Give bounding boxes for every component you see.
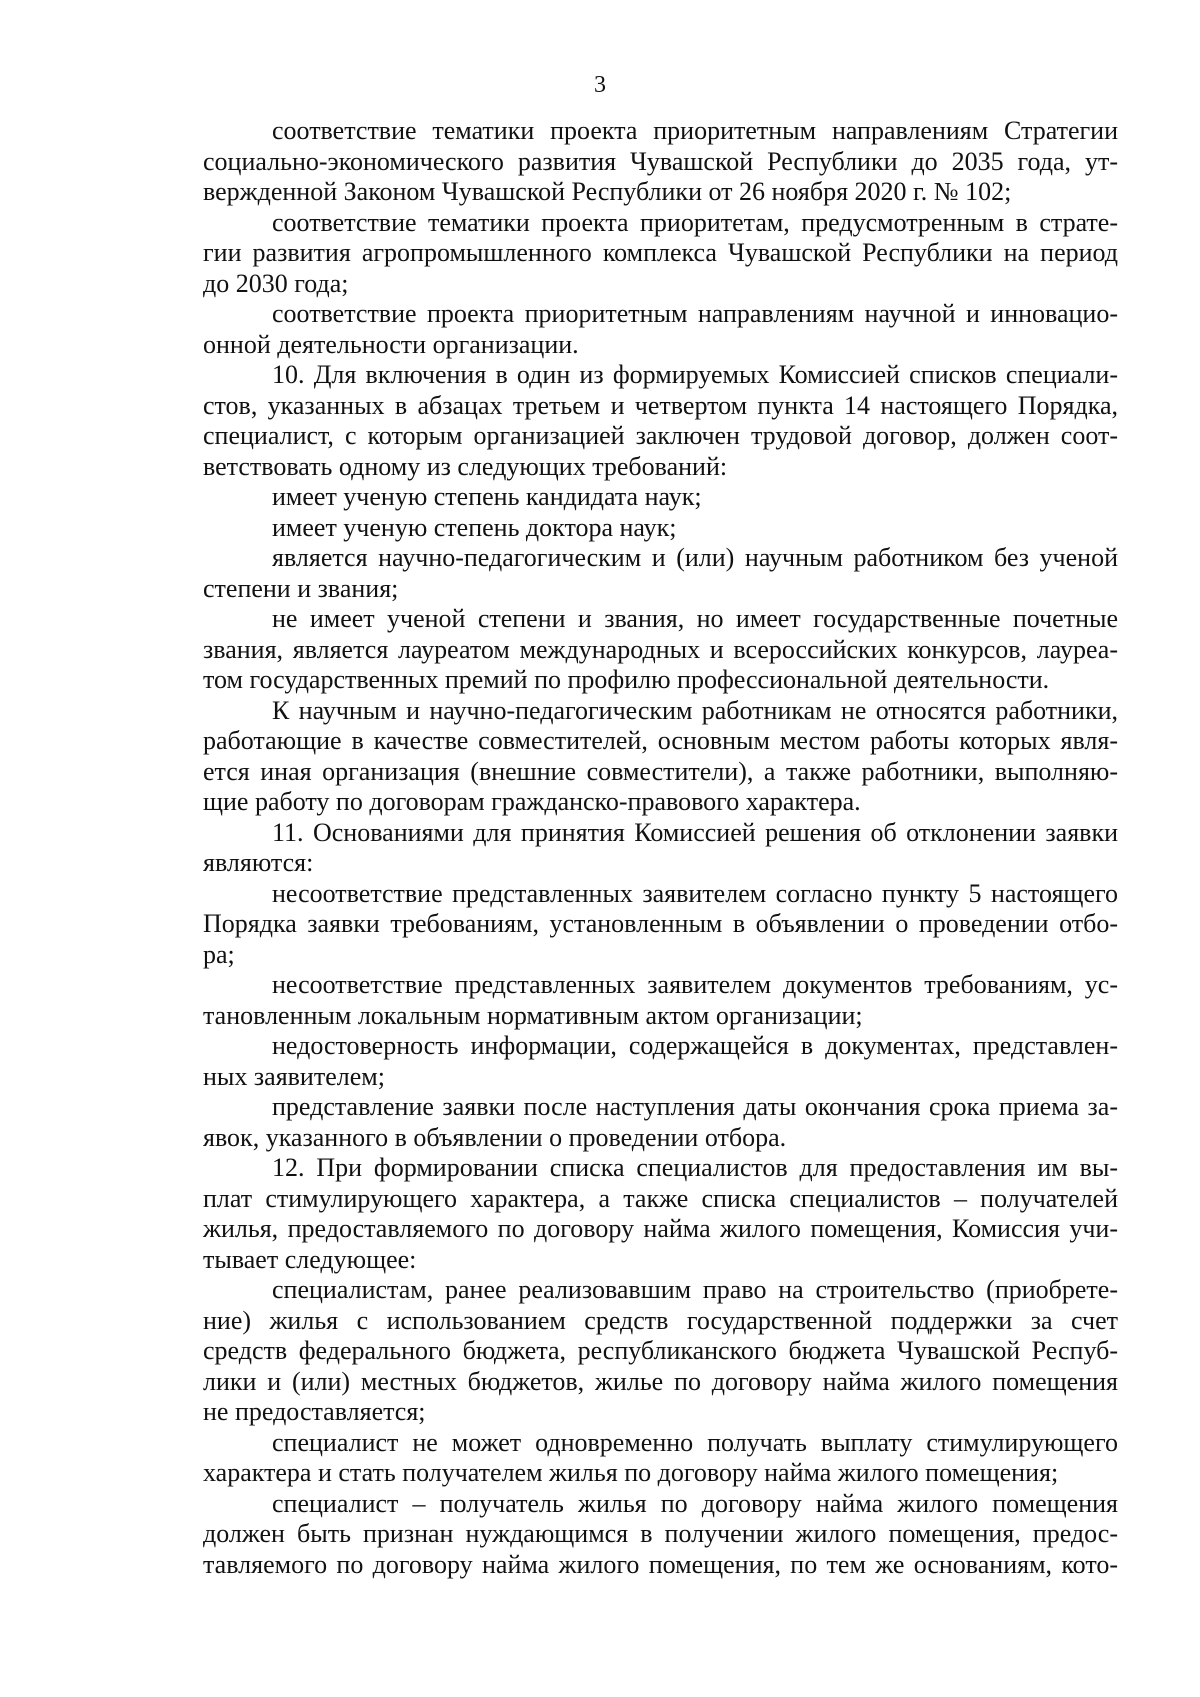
text-line: ветствовать одному из следующих требований: [203,451,728,481]
text-line: должен быть признан нуждающимся в получении жилого помещения, предос- [203,1519,1118,1548]
text-line: характера и стать получателем жилья по договору найма жилого помещения; [203,1458,1059,1487]
paragraph [203,1275,1118,1428]
text-line: соответствие тематики проекта приоритетным направлениям Стратегии [272,116,1118,145]
paragraph [203,482,1118,513]
paragraph [203,818,1118,879]
text-line: степени и звания; [203,573,399,603]
text-line: ра; [203,939,235,969]
text-line: имеет ученую степень доктора наук; [272,512,677,542]
page-number: 3 [594,72,606,98]
text-line: 11. Основаниями для принятия Комиссией решения об отклонении заявки [272,817,1118,847]
text-line: плат стимулирующего характера, а также списка специалистов – получателей [203,1183,1118,1213]
text-line: не предоставляется; [203,1397,426,1426]
text-line: том государственных премий по профилю профессиональной деятельности. [203,665,1050,694]
text-line: ных заявителем; [203,1061,385,1091]
text-line: представление заявки после наступления даты окончания срока приема за- [272,1092,1118,1121]
text-line: несоответствие представленных заявителем согласно пункту 5 настоящего [272,878,1118,908]
text-line: социально-экономического развития Чувашской Республики до 2035 года, ут- [203,146,1118,176]
text-line: до 2030 года; [203,268,349,298]
paragraph [203,1153,1118,1275]
paragraph [203,116,1118,208]
text-line: гии развития агропромышленного комплекса Чувашской Республики на период [203,238,1118,267]
text-line: явок, указанного в объявлении о проведении отбора. [203,1122,787,1152]
paragraph [203,360,1118,482]
text-line: специалист – получатель жилья по договору найма жилого помещения [272,1488,1118,1518]
text-line: лики и (или) местных бюджетов, жилье по договору найма жилого помещения [203,1366,1118,1396]
text-line: Порядка заявки требованиям, установленным в объявлении о проведении отбо- [203,909,1118,938]
paragraph [203,1092,1118,1153]
text-line: вержденной Законом Чувашской Республики от 26 ноября 2020 г. № 102; [203,177,1012,206]
text-line: жилья, предоставляемого по договору найма жилого помещения, Комиссия учи- [203,1214,1118,1243]
text-line: специалист не может одновременно получать выплату стимулирующего [272,1427,1118,1457]
text-line: щие работу по договорам гражданско-правового характера. [203,787,861,816]
paragraph [203,1489,1118,1581]
text-line: тавляемого по договору найма жилого помещения, по тем же основаниям, кото- [203,1549,1118,1579]
text-line: тановленным локальным нормативным актом организации; [203,1000,863,1030]
text-line: 10. Для включения в один из формируемых Комиссией списков специали- [272,360,1118,389]
text-line: соответствие тематики проекта приоритетам, предусмотренным в страте- [272,207,1118,237]
paragraph [203,604,1118,696]
text-line: 12. При формировании списка специалистов для предоставления им вы- [272,1153,1118,1182]
text-line: соответствие проекта приоритетным направлениям научной и инновацио- [272,299,1118,328]
paragraph [203,879,1118,971]
text-line: имеет ученую степень кандидата наук; [272,482,702,511]
paragraph [203,543,1118,604]
text-line: является научно-педагогическим и (или) научным работником без ученой [272,543,1118,572]
text-line: ние) жилья с использованием средств государственной поддержки за счет [203,1305,1118,1335]
text-line: специалист, с которым организацией заключен трудовой договор, должен соот- [203,421,1118,450]
paragraph [203,1428,1118,1489]
paragraph [203,696,1118,818]
paragraph [203,970,1118,1031]
text-line: средств федерального бюджета, республиканского бюджета Чувашской Респуб- [203,1336,1118,1365]
text-line: К научным и научно-педагогическим работникам не относятся работники, [272,695,1118,725]
paragraph [203,1031,1118,1092]
text-line: тывает следующее: [203,1244,417,1274]
text-line: стов, указанных в абзацах третьем и четвертом пункта 14 настоящего Порядка, [203,390,1118,420]
text-line: не имеет ученой степени и звания, но имеет государственные почетные [272,604,1118,633]
text-line: работающие в качестве совместителей, основным местом работы которых явля- [203,726,1118,755]
paragraph [203,299,1118,360]
text-line: ется иная организация (внешние совместители), а также работники, выполняю- [203,756,1118,786]
paragraph [203,208,1118,300]
paragraph [203,513,1118,544]
text-line: онной деятельности организации. [203,329,579,359]
text-line: звания, является лауреатом международных и всероссийских конкурсов, лауреа- [203,634,1118,664]
document-body [203,116,1118,1580]
text-line: являются: [203,848,314,877]
text-line: несоответствие представленных заявителем документов требованиям, ус- [272,970,1118,999]
text-line: специалистам, ранее реализовавшим право на строительство (приобрете- [272,1275,1118,1304]
text-line: недостоверность информации, содержащейся в документах, представлен- [272,1031,1118,1060]
